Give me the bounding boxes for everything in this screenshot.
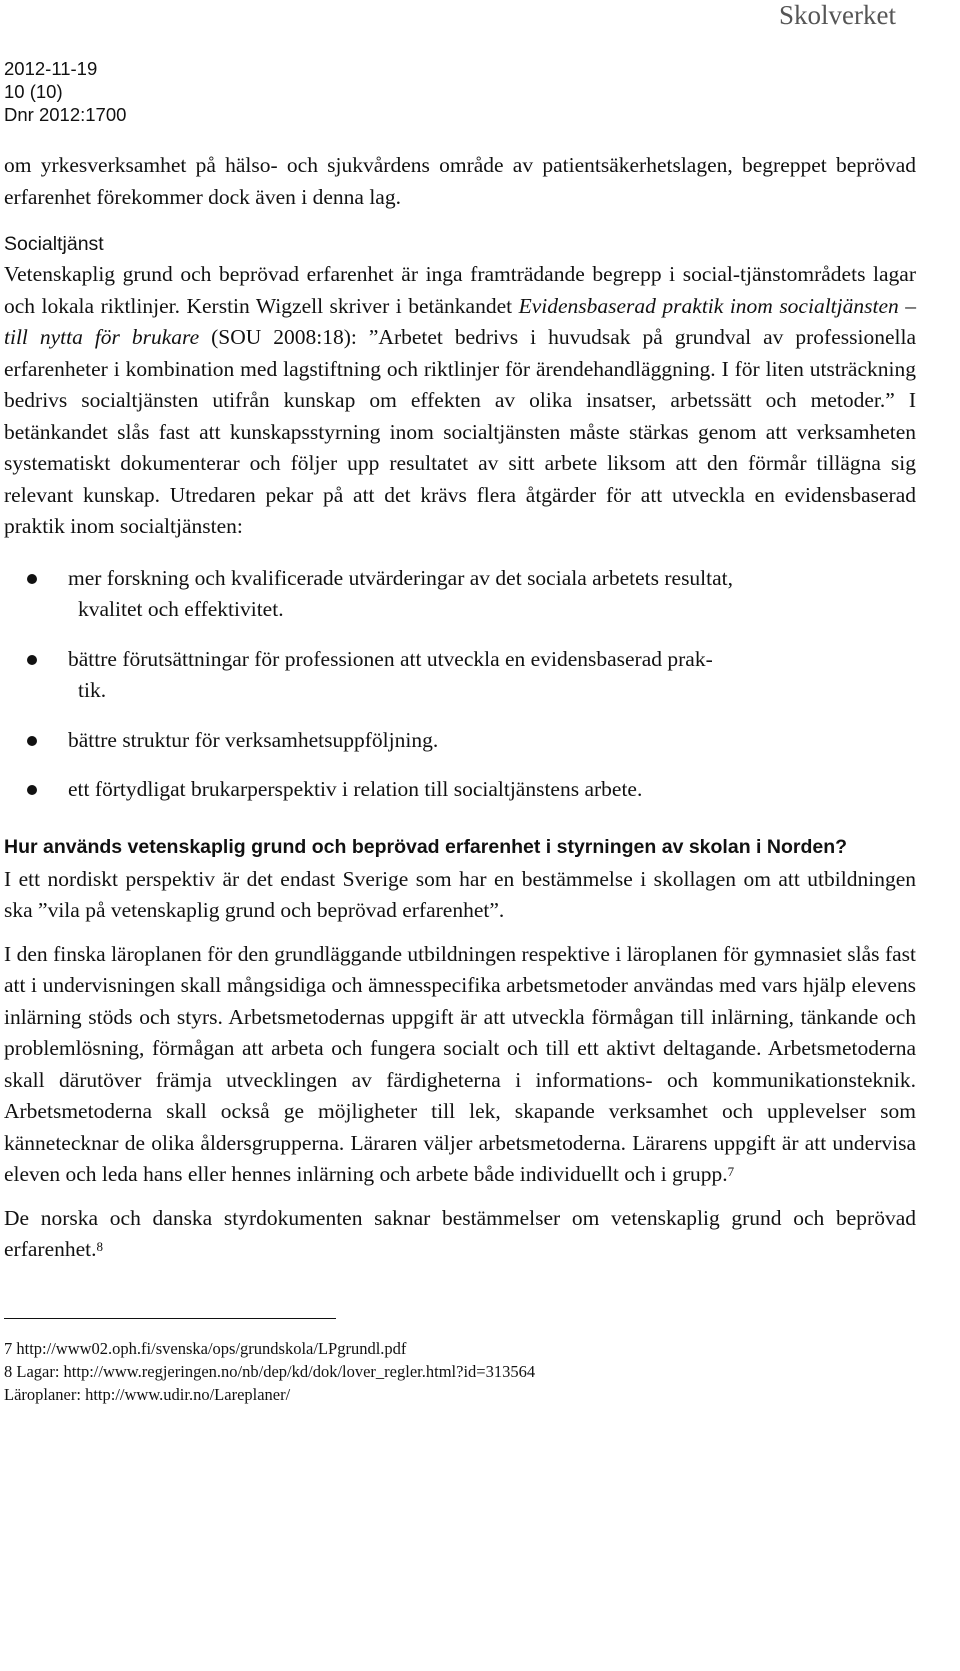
footnote-ref[interactable]: 8 (96, 1239, 103, 1254)
footnotes (4, 1337, 916, 1406)
paragraph-text: I den finska läroplanen för den grundläggande utbildningen respektive i läroplanen för gymnasiet slås fast att i undervisningen skall mångsidiga och ämnesspecifika arbetsmetoder användas med vars hjälp elevens inlärning stöds och styrs. Arbetsmetodernas uppgift är att utveckla förmågan till inlärning, tänkande och problemlösning, förmågan att arbeta och fungera socialt och till ett aktivt deltagande. Arbetsmetoderna skall därutöver främja utvecklingen av färdigheterna i informations- och kommunikationsteknik. Arbetsmetoderna skall också ge möjligheter till lek, skapande verksamhet och upplevelser som kännetecknar de olika åldersgrupperna. Läraren väljer arbetsmetoderna. Lärarens uppgift är att undervisa eleven och leda hans eller hennes inlärning och arbete både individuellt och i grupp. (4, 941, 916, 1186)
list-item-text: tik. (78, 678, 107, 702)
list-item (4, 725, 916, 757)
list-item (4, 644, 916, 707)
norden-paragraph-3 (4, 1203, 916, 1266)
list-item-text: bättre struktur för verksamhetsuppföljning. (68, 727, 439, 752)
paragraph-text: (SOU 2008:18): ”Arbetet bedrivs i huvudsak på grundval av professionella erfarenheter i kombination med lagstiftning och riktlinjer för ärendehandläggning. I för liten utsträckning bedrivs socialtjänsten utifrån kunskap om effekten av olika insatser, arbetssätt och metoder.” I betänkandet slås fast att kunskapsstyrning inom socialtjänsten måste stärkas genom att verksamheten systematiskt dokumenterar och följer upp resultatet av sitt arbete liksom att den förmår tillägna sig relevant kunskap. Utredaren pekar på att det krävs flera åtgärder för att utveckla en evidensbaserad praktik inom socialtjänsten: (4, 325, 916, 538)
list-item (4, 563, 916, 626)
page-number: 10 (10) (4, 81, 63, 102)
footnote[interactable]: 8 Lagar: http://www.regjeringen.no/nb/dep/kd/dok/lover_regler.html?id=313564 (4, 1361, 536, 1381)
norden-paragraph-1: I ett nordiskt perspektiv är det endast Sverige som har en bestämmelse i skollagen om att utbildningen ska ”vila på vetenskaplig grund och beprövad erfarenhet”. (4, 866, 916, 922)
document-meta (4, 57, 126, 126)
list-item-text: ett förtydligat brukarperspektiv i relation till socialtjänstens arbete. (68, 777, 643, 801)
list-item-text: bättre förutsättningar för professionen att utveckla en evidensbaserad prak- (68, 646, 713, 671)
bullet-icon (27, 785, 37, 795)
section-heading-socialtjanst: Socialtjänst (4, 233, 104, 255)
report-title: Evidensbaserad praktik inom socialtjänsten – till nytta för brukare (4, 293, 916, 349)
bullet-icon (27, 574, 37, 584)
bullet-icon (27, 655, 37, 665)
organization-name: Skolverket (779, 0, 896, 30)
footnote[interactable]: 7 http://www02.oph.fi/svenska/ops/grundskola/LPgrundl.pdf (4, 1338, 407, 1358)
registration-number: Dnr 2012:1700 (4, 104, 127, 125)
measures-list (4, 563, 916, 806)
paragraph-text: Vetenskaplig grund och beprövad erfarenhet är inga framträdande begrepp i social-tjänstområdets lagar och lokala riktlinjer. Kerstin Wigzell skriver i betänkandet (4, 262, 916, 318)
intro-paragraph: om yrkesverksamhet på hälso- och sjukvårdens område av patientsäkerhetslagen, begreppet beprövad erfarenhet förekommer dock även i denna lag. (4, 153, 916, 209)
document-body (4, 150, 916, 1406)
footnote-ref[interactable]: 7 (727, 1164, 735, 1179)
paragraph-text: De norska och danska styrdokumenten saknar bestämmelser om vetenskaplig grund och beprövad erfarenhet. (4, 1205, 916, 1261)
section-heading-norden: Hur används vetenskaplig grund och beprövad erfarenhet i styrningen av skolan i Norden? (4, 835, 848, 858)
list-item (4, 774, 916, 806)
norden-paragraph-2 (4, 939, 916, 1191)
document-date: 2012-11-19 (4, 58, 98, 79)
footnote-divider (4, 1318, 336, 1319)
footnote[interactable]: Läroplaner: http://www.udir.no/Lareplaner/ (4, 1384, 291, 1404)
socialtjanst-paragraph (4, 259, 916, 543)
list-item-text: kvalitet och effektivitet. (78, 597, 284, 621)
bullet-icon (27, 736, 37, 746)
list-item-text: mer forskning och kvalificerade utvärderingar av det sociala arbetets resultat, (68, 565, 734, 590)
